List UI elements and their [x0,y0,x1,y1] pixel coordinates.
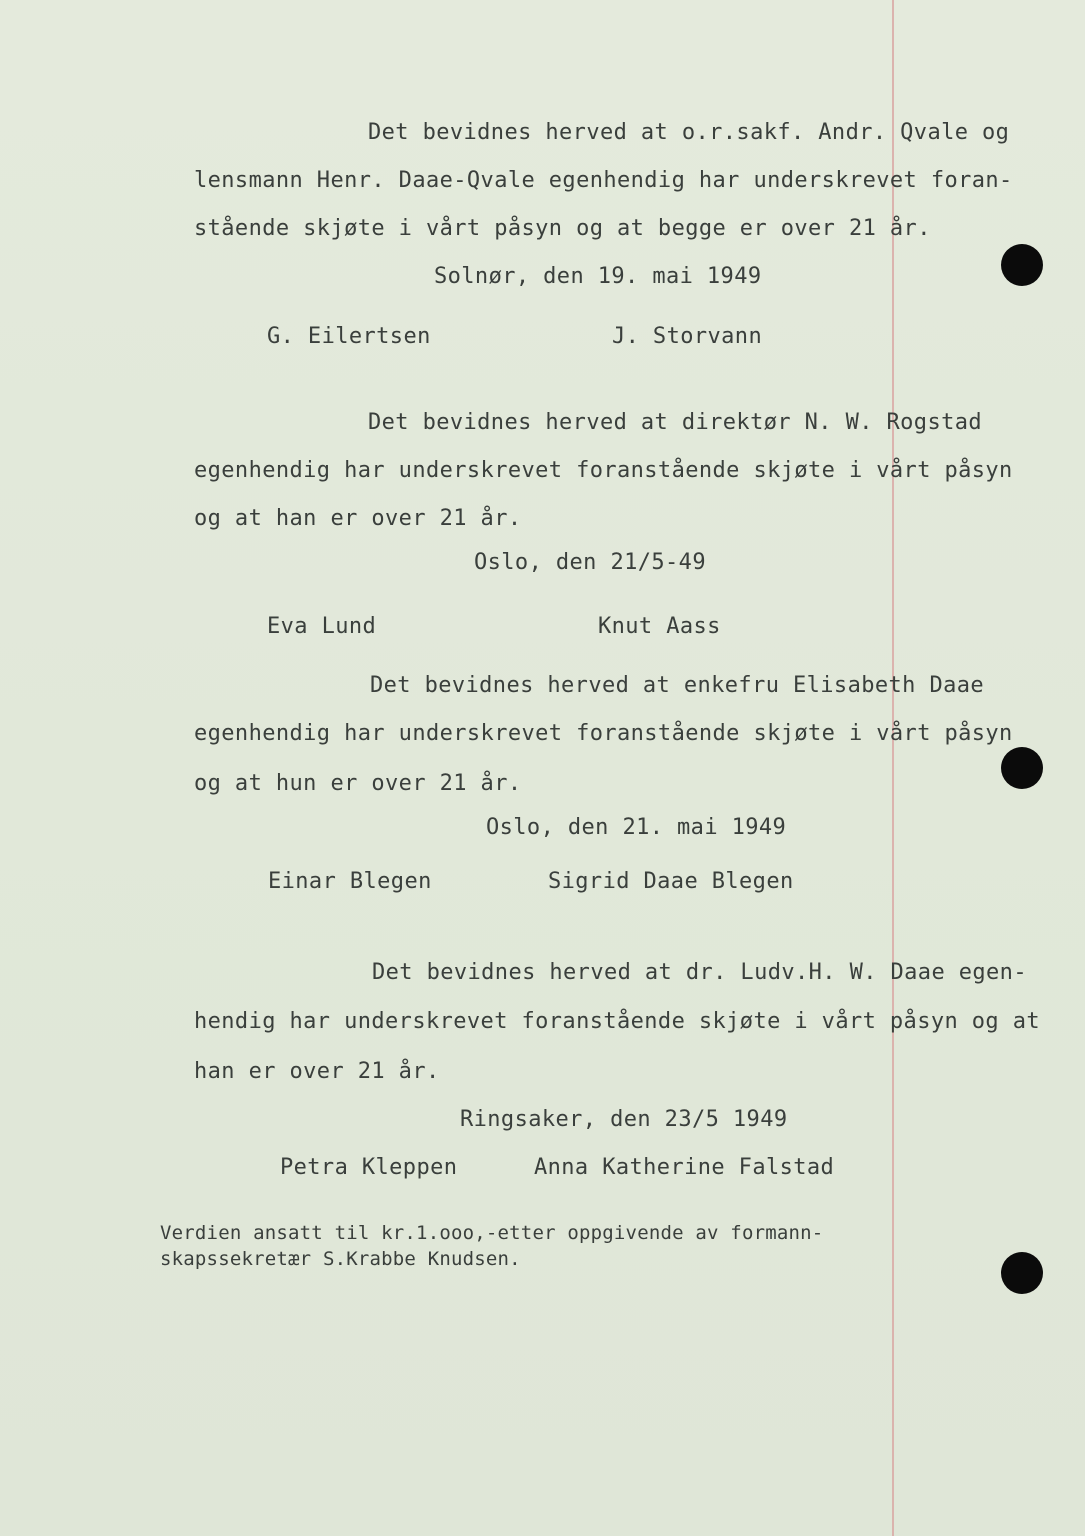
witness-signature: Petra Kleppen [280,1155,458,1180]
attestation-line: egenhendig har underskrevet foranstående skjøte i vårt påsyn [194,458,1013,483]
punch-hole [1001,747,1043,789]
place-date: Oslo, den 21. mai 1949 [486,815,787,840]
attestation-line: Det bevidnes herved at enkefru Elisabeth Daae [370,673,985,698]
attestation-line: og at han er over 21 år. [194,506,522,531]
witness-signature: G. Eilertsen [267,324,431,349]
witness-signature: Eva Lund [267,614,377,639]
attestation-line: Det bevidnes herved at dr. Ludv.H. W. Daae egen- [372,960,1027,985]
attestation-line: egenhendig har underskrevet foranstående skjøte i vårt påsyn [194,721,1013,746]
witness-signature: Sigrid Daae Blegen [548,869,794,894]
punch-hole [1001,1252,1043,1294]
attestation-line: lensmann Henr. Daae-Qvale egenhendig har underskrevet foran- [194,168,1013,193]
valuation-note-line: Verdien ansatt til kr.1.ooo,-etter oppgivende av formann- [160,1222,824,1244]
witness-signature: Knut Aass [598,614,721,639]
valuation-note-line: skapssekretær S.Krabbe Knudsen. [160,1248,521,1270]
punch-hole [1001,244,1043,286]
attestation-line: hendig har underskrevet foranstående skjøte i vårt påsyn og at [194,1009,1040,1034]
witness-signature: Anna Katherine Falstad [534,1155,835,1180]
witness-signature: Einar Blegen [268,869,432,894]
attestation-line: stående skjøte i vårt påsyn og at begge er over 21 år. [194,216,931,241]
place-date: Ringsaker, den 23/5 1949 [460,1107,788,1132]
attestation-line: og at hun er over 21 år. [194,771,522,796]
place-date: Oslo, den 21/5-49 [474,550,706,575]
witness-signature: J. Storvann [612,324,763,349]
attestation-line: Det bevidnes herved at direktør N. W. Rogstad [368,410,983,435]
attestation-line: Det bevidnes herved at o.r.sakf. Andr. Qvale og [368,120,1010,145]
attestation-line: han er over 21 år. [194,1059,440,1084]
place-date: Solnør, den 19. mai 1949 [434,264,762,289]
